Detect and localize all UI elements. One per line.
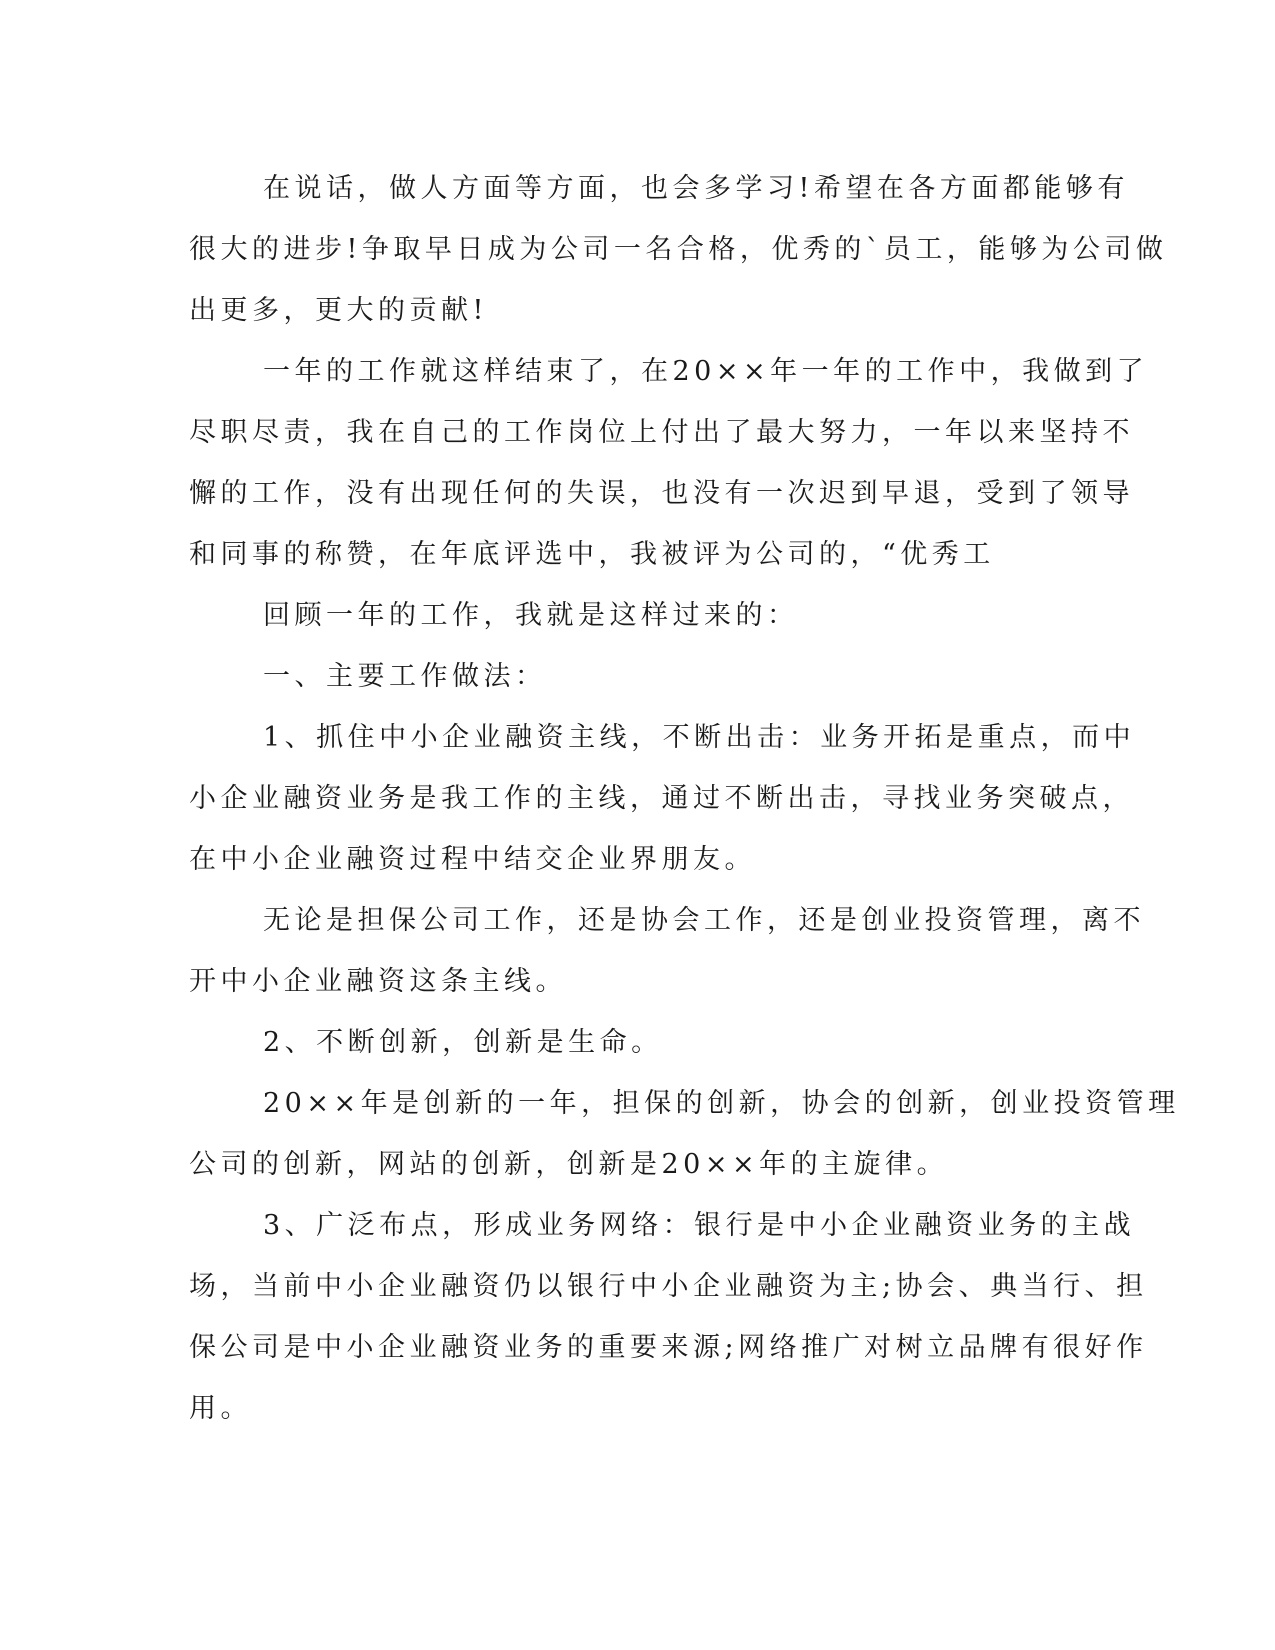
text-line: 场，当前中小企业融资仍以银行中小企业融资为主;协会、典当行、担	[189, 1271, 1148, 1302]
text-line: 20××年是创新的一年，担保的创新，协会的创新，创业投资管理	[263, 1088, 1180, 1119]
text-line: 保公司是中小企业融资业务的重要来源;网络推广对树立品牌有很好作	[189, 1332, 1148, 1363]
text-line: 小企业融资业务是我工作的主线，通过不断出击，寻找业务突破点，	[189, 783, 1134, 814]
text-line: 开中小企业融资这条主线。	[189, 966, 567, 997]
text-line: 出更多，更大的贡献!	[189, 295, 488, 326]
text-line: 回顾一年的工作，我就是这样过来的：	[263, 600, 799, 631]
text-line: 公司的创新，网站的创新，创新是20××年的主旋律。	[189, 1149, 949, 1180]
text-line: 在说话，做人方面等方面，也会多学习!希望在各方面都能够有	[263, 173, 1129, 204]
text-line: 和同事的称赞，在年底评选中，我被评为公司的，“优秀工	[189, 539, 995, 570]
text-line: 一年的工作就这样结束了，在20××年一年的工作中，我做到了	[263, 356, 1149, 387]
text-line: 1、抓住中小企业融资主线，不断出击：业务开拓是重点，而中	[263, 722, 1136, 753]
text-line: 很大的进步!争取早日成为公司一名合格，优秀的`员工，能够为公司做	[189, 234, 1168, 265]
document-body	[189, 158, 1180, 1439]
text-line: 懈的工作，没有出现任何的失误，也没有一次迟到早退，受到了领导	[189, 478, 1134, 509]
section-heading: 一、主要工作做法：	[263, 661, 547, 692]
text-line: 用。	[189, 1393, 252, 1424]
text-line: 2、不断创新，创新是生命。	[263, 1027, 663, 1058]
text-line: 3、广泛布点，形成业务网络：银行是中小企业融资业务的主战	[263, 1210, 1136, 1241]
text-line: 尽职尽责，我在自己的工作岗位上付出了最大努力，一年以来坚持不	[189, 417, 1134, 448]
text-line: 在中小企业融资过程中结交企业界朋友。	[189, 844, 756, 875]
text-line: 无论是担保公司工作，还是协会工作，还是创业投资管理，离不	[263, 905, 1145, 936]
